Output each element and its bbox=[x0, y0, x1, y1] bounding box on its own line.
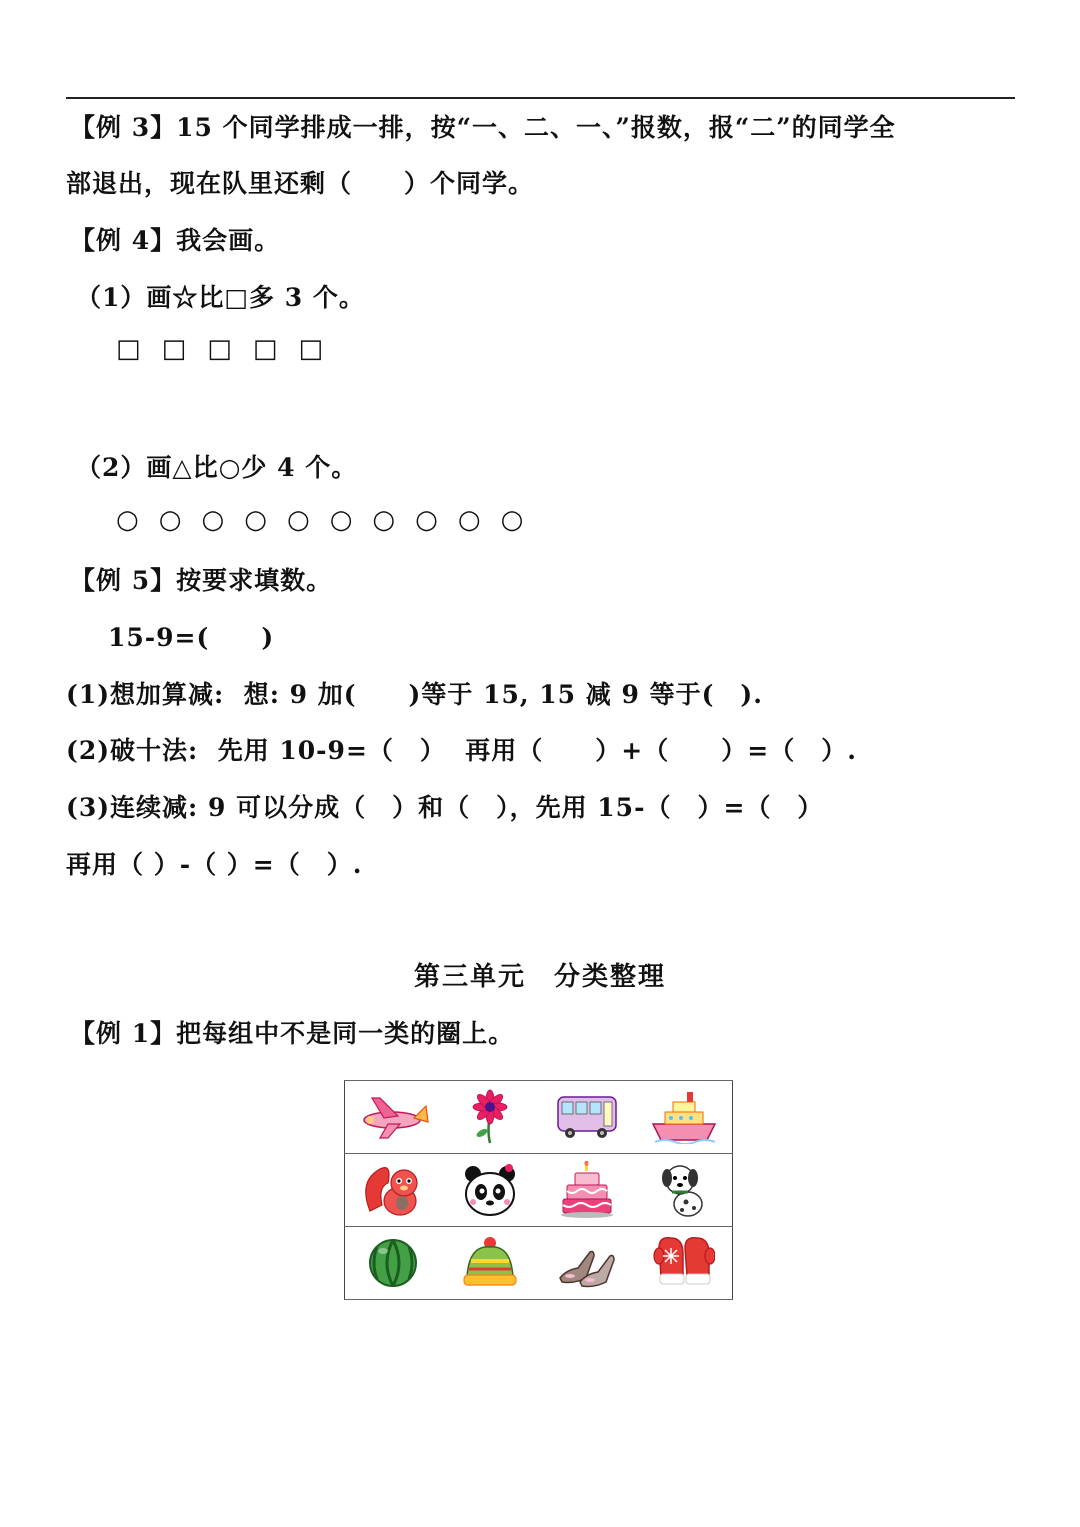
bus-icon bbox=[539, 1081, 636, 1154]
example4-question1: （1）画☆比□多 3 个。 bbox=[76, 283, 365, 312]
picture-row bbox=[345, 1154, 733, 1227]
example3-line2: 部退出，现在队里还剩（ ）个同学。 bbox=[66, 169, 535, 198]
example5-equation: 15-9=( ) bbox=[108, 623, 275, 652]
unit-title: 第三单元 分类整理 bbox=[413, 962, 666, 992]
ship-icon bbox=[636, 1081, 733, 1154]
method3-line: (3)连续减: 9 可以分成（ ）和（ ），先用 15-（ ）=（ ） bbox=[66, 793, 824, 822]
example5-title: 【例 5】按要求填数。 bbox=[70, 566, 333, 595]
picture-row bbox=[345, 1081, 733, 1154]
picture-grid bbox=[344, 1080, 733, 1300]
panda-icon bbox=[442, 1154, 539, 1227]
method2-line: (2)破十法: 先用 10-9=（ ） 再用（ ）+（ ）=（ ）. bbox=[66, 736, 857, 765]
circle-row: ○ ○ ○ ○ ○ ○ ○ ○ ○ ○ bbox=[116, 505, 524, 535]
picture-row bbox=[345, 1227, 733, 1300]
hat-icon bbox=[442, 1227, 539, 1300]
airplane-icon bbox=[345, 1081, 442, 1154]
shoes-icon bbox=[539, 1227, 636, 1300]
top-divider bbox=[66, 97, 1015, 99]
example4-question2: （2）画△比○少 4 个。 bbox=[76, 453, 358, 482]
flower-icon bbox=[442, 1081, 539, 1154]
method1-line: (1)想加算减: 想: 9 加( )等于 15, 15 减 9 等于( ). bbox=[66, 680, 763, 709]
watermelon-icon bbox=[345, 1227, 442, 1300]
unit-example1-title: 【例 1】把每组中不是同一类的圈上。 bbox=[70, 1019, 515, 1048]
example4-title: 【例 4】我会画。 bbox=[70, 226, 281, 255]
squirrel-icon bbox=[345, 1154, 442, 1227]
square-row: □ □ □ □ □ bbox=[116, 334, 324, 364]
cake-icon bbox=[539, 1154, 636, 1227]
example3-line1: 【例 3】15 个同学排成一排，按“一、二、一、”报数，报“二”的同学全 bbox=[70, 113, 896, 142]
method3-continued: 再用（ ）-（ ）=（ ）. bbox=[66, 850, 363, 879]
dog-icon bbox=[636, 1154, 733, 1227]
mittens-icon bbox=[636, 1227, 733, 1300]
